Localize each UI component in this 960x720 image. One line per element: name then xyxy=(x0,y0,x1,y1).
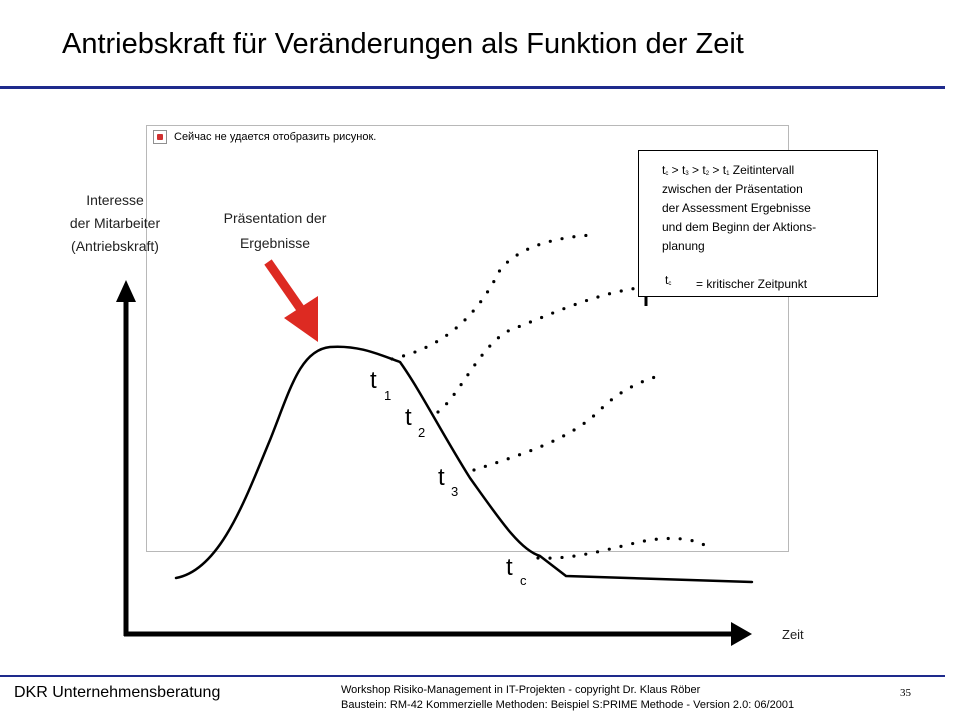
legend-line-5: planung xyxy=(662,239,705,253)
legend-line-1: tc > t3 > t2 > t1 Zeitintervall xyxy=(662,163,795,177)
legend-critical-symbol: tc xyxy=(665,273,672,287)
x-axis-label: Zeit xyxy=(782,627,804,642)
footer-divider xyxy=(0,675,945,677)
time-point-t3-subscript: 3 xyxy=(451,484,459,499)
footer-company: DKR Unternehmensberatung xyxy=(14,684,221,701)
presentation-arrow-shaft xyxy=(268,262,300,308)
y-axis-arrowhead xyxy=(116,280,136,302)
time-point-t1-label: t xyxy=(370,367,377,394)
time-point-t2-subscript: 2 xyxy=(418,425,426,440)
slide-title: Antriebskraft für Veränderungen als Funktion der Zeit xyxy=(62,28,744,60)
legend-line-3: der Assessment Ergebnisse xyxy=(662,201,811,215)
footer-line-1: Workshop Risiko-Management in IT-Projekten - copyright Dr. Klaus Röber xyxy=(341,684,701,696)
branch-t2 xyxy=(438,288,638,412)
image-placeholder-message: Сейчас не удается отобразить рисунок. xyxy=(174,131,377,143)
time-point-tc-label: t xyxy=(506,554,513,581)
branch-t3 xyxy=(474,376,658,470)
page-number: 35 xyxy=(900,687,911,699)
time-point-t2-label: t xyxy=(405,404,412,431)
branch-t1 xyxy=(392,235,592,359)
x-axis-arrowhead xyxy=(731,622,752,646)
presentation-label: Präsentation der Ergebnisse xyxy=(223,210,327,251)
legend-critical-text: = kritischer Zeitpunkt xyxy=(696,277,808,291)
main-curve xyxy=(176,347,752,582)
time-point-t1-subscript: 1 xyxy=(384,388,392,403)
time-point-tc-subscript: c xyxy=(520,573,527,588)
legend-line-2: zwischen der Präsentation xyxy=(662,182,803,196)
time-point-t3-label: t xyxy=(438,464,445,491)
legend-box xyxy=(638,150,878,297)
legend-line-4: und dem Beginn der Aktions- xyxy=(662,220,817,234)
y-axis-label: Interesse der Mitarbeiter (Antriebskraft) xyxy=(69,192,161,254)
footer-line-2: Baustein: RM-42 Kommerzielle Methoden: Beispiel S:PRIME Methode - Version 2.0: 06/2001 xyxy=(341,699,795,711)
branch-tc xyxy=(538,538,712,558)
